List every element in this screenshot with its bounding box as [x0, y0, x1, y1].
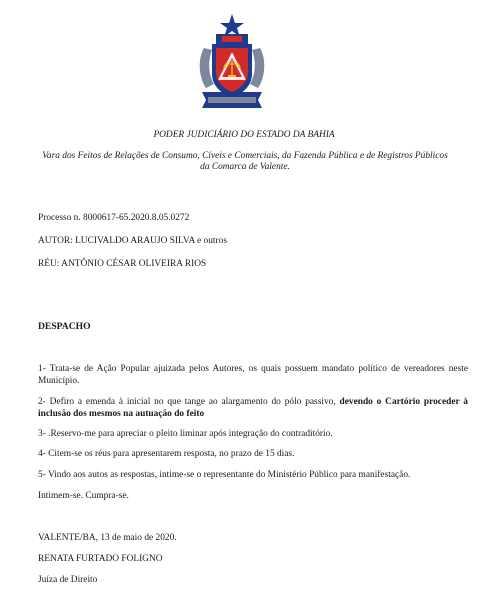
despacho-title: DESPACHO — [38, 321, 91, 332]
defendant-line: RÉU: ANTÔNIO CÉSAR OLIVEIRA RIOS — [38, 259, 207, 269]
paragraph-1: 1- Trata-se de Ação Popular ajuizada pelos Autores, os quais possuem mandato político de vereadores neste Município. — [38, 364, 468, 386]
paragraph-2-plain: 2- Defiro a emenda à inicial no que tange ao alargamento do pólo passivo, — [38, 397, 340, 407]
paragraph-2-bold: devendo o Cartório proceder à inclusão dos mesmos na autuação do feito — [38, 397, 468, 419]
signer-name: RENATA FURTADO FOLIGNO — [38, 554, 163, 564]
process-number: Processo n. 8000617-65.2020.8.05.0272 — [38, 213, 190, 223]
signer-role: Juíza de Direito — [38, 575, 98, 585]
bahia-court-crest-logo — [196, 14, 268, 112]
paragraph-3: 3- .Reservo-me para apreciar o pleito liminar após integração do contraditório. — [38, 429, 333, 439]
paragraph-4: 4- Citem-se os réus para apresentarem resposta, no prazo de 15 dias. — [38, 449, 295, 459]
vara-header: Vara dos Feitos de Relações de Consumo, Cíveis e Comerciais, da Fazenda Pública e de Registros Públicos da Comarca de Valente. — [42, 151, 448, 173]
place-date: VALENTE/BA, 13 de maio de 2020. — [38, 533, 177, 543]
closing-line: Intimem-se. Cumpra-se. — [38, 491, 129, 501]
court-header: PODER JUDICIÁRIO DO ESTADO DA BAHIA — [153, 130, 335, 140]
paragraph-5: 5- Vindo aos autos as respostas, intime-se o representante do Ministério Público para manifestação. — [38, 470, 411, 480]
author-line: AUTOR: LUCIVALDO ARAUJO SILVA e outros — [38, 236, 227, 246]
paragraph-2 — [38, 397, 468, 421]
